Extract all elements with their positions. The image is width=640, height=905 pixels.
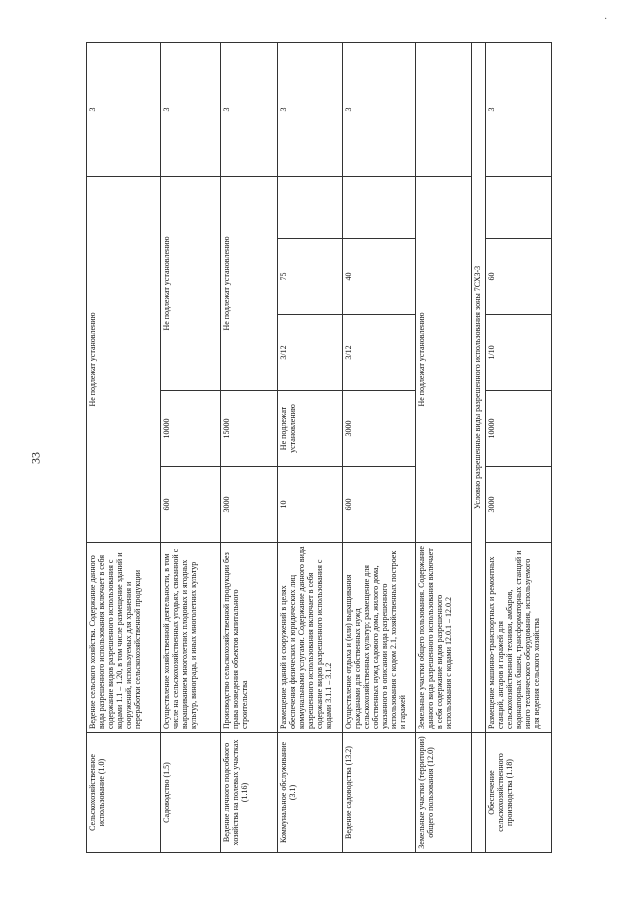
table-row bbox=[485, 43, 551, 853]
use-type-name: Ведение личного подсобного хозяйства на полевых участках (1.16) bbox=[221, 733, 278, 853]
section-header: Условно разрешенные виды разрешенного использования зоны 7СХЗ-3 bbox=[472, 43, 486, 733]
param-value: 3000 bbox=[485, 467, 551, 543]
table-row bbox=[221, 43, 278, 853]
use-description: Осуществление хозяйственной деятельности, в том числе на сельскохозяйственных угодьях, связанной с выращиванием многолетних плодовых и ягодных культур, винограда, и иных многолетних культур bbox=[161, 543, 221, 733]
table-row bbox=[416, 43, 472, 853]
land-use-table bbox=[86, 42, 552, 853]
use-type-name: Ведение садоводства (13.2) bbox=[343, 733, 416, 853]
use-description: Земельные участки общего пользования. Содержание данного вида разрешенного использования включает в себя содержание видов разрешенного использования с кодами 12.0.1 – 12.0.2 bbox=[416, 543, 472, 733]
section-header-row bbox=[472, 43, 486, 853]
table-row bbox=[278, 43, 343, 853]
param-value: 40 bbox=[343, 239, 416, 315]
param-value: 3000 bbox=[221, 467, 278, 543]
param-value: 1/10 bbox=[485, 315, 551, 391]
param-value: 600 bbox=[161, 467, 221, 543]
param-value: 3/12 bbox=[278, 315, 343, 391]
param-value: 3/12 bbox=[343, 315, 416, 391]
use-type-name: Коммунальное обслуживание (3.1) bbox=[278, 733, 343, 853]
table-row bbox=[161, 43, 221, 853]
table-row bbox=[87, 43, 161, 853]
use-description: Размещение зданий и сооружений в целях обеспечения физических и юридических лиц коммунальными услугами. Содержание данного вида разрешенного использования включает в себя содержание видов разрешенного использования с кодами 3.1.1 – 3.1.2 bbox=[278, 543, 343, 733]
param-value: 15000 bbox=[221, 391, 278, 467]
param-value: 3000 bbox=[343, 391, 416, 467]
param-value: 3 bbox=[485, 43, 551, 177]
param-value: 600 bbox=[343, 467, 416, 543]
param-value: 3 bbox=[278, 43, 343, 177]
param-value: 10000 bbox=[485, 391, 551, 467]
table-row bbox=[343, 43, 416, 853]
param-value: 3 bbox=[161, 43, 221, 177]
param-value: 3 bbox=[343, 43, 416, 177]
param-value: 60 bbox=[485, 239, 551, 315]
param-value: 3 bbox=[221, 43, 278, 177]
param-value: 75 bbox=[278, 239, 343, 315]
param-value: 10 bbox=[278, 467, 343, 543]
use-type-name: Сельскохозяйственное использование (1.0) bbox=[87, 733, 161, 853]
use-type-name: Садоводство (1.5) bbox=[161, 733, 221, 853]
corner-dot: · bbox=[604, 14, 608, 25]
use-type-name: Земельные участки (территории) общего пользования (12.0) bbox=[416, 733, 472, 853]
empty-cell bbox=[472, 733, 486, 853]
not-established-cell: Не подлежат установлению bbox=[87, 177, 161, 543]
empty-cell bbox=[343, 177, 416, 239]
param-value: 3 bbox=[87, 43, 161, 177]
param-value: 10000 bbox=[161, 391, 221, 467]
use-description: Осуществление отдыха и (или) выращивания гражданами для собственных нужд сельскохозяйственных культур; размещение для собственных нужд садового дома, жилого дома, указанного в описании вида разрешенного использования с кодом 2.1, хозяйственных построек и гаражей bbox=[343, 543, 416, 733]
param-value: Не подлежат установлению bbox=[278, 391, 343, 467]
use-description: Производство сельскохозяйственной продукции без права возведения объектов капитального строительства bbox=[221, 543, 278, 733]
rotated-table-container bbox=[86, 43, 548, 853]
use-description: Ведение сельского хозяйства. Содержание данного вида разрешенного использования включает в себя содержание видов разрешенного использования с кодами 1.1 – 1.20, в том числе размещение зданий и сооружений, используемых для хранения и переработки сельскохозяйственной продукции bbox=[87, 543, 161, 733]
not-established-cell: Не подлежат установлению bbox=[161, 177, 221, 391]
page-number: 33 bbox=[28, 452, 43, 464]
empty-cell bbox=[416, 43, 472, 177]
use-type-name: Обеспечение сельскохозяйственного производства (1.18) bbox=[485, 733, 551, 853]
use-description: Размещение машинно-транспортных и ремонтных станций, ангаров и гаражей для сельскохозяйственной техники, амбаров, водонапорных башен, трансформаторных станций и иного технического оборудования, используемого для ведения сельского хозяйства bbox=[485, 543, 551, 733]
not-established-cell: Не подлежат установлению bbox=[221, 177, 278, 391]
not-established-cell: Не подлежат установлению bbox=[416, 177, 472, 543]
empty-cell bbox=[485, 177, 551, 239]
empty-cell bbox=[278, 177, 343, 239]
